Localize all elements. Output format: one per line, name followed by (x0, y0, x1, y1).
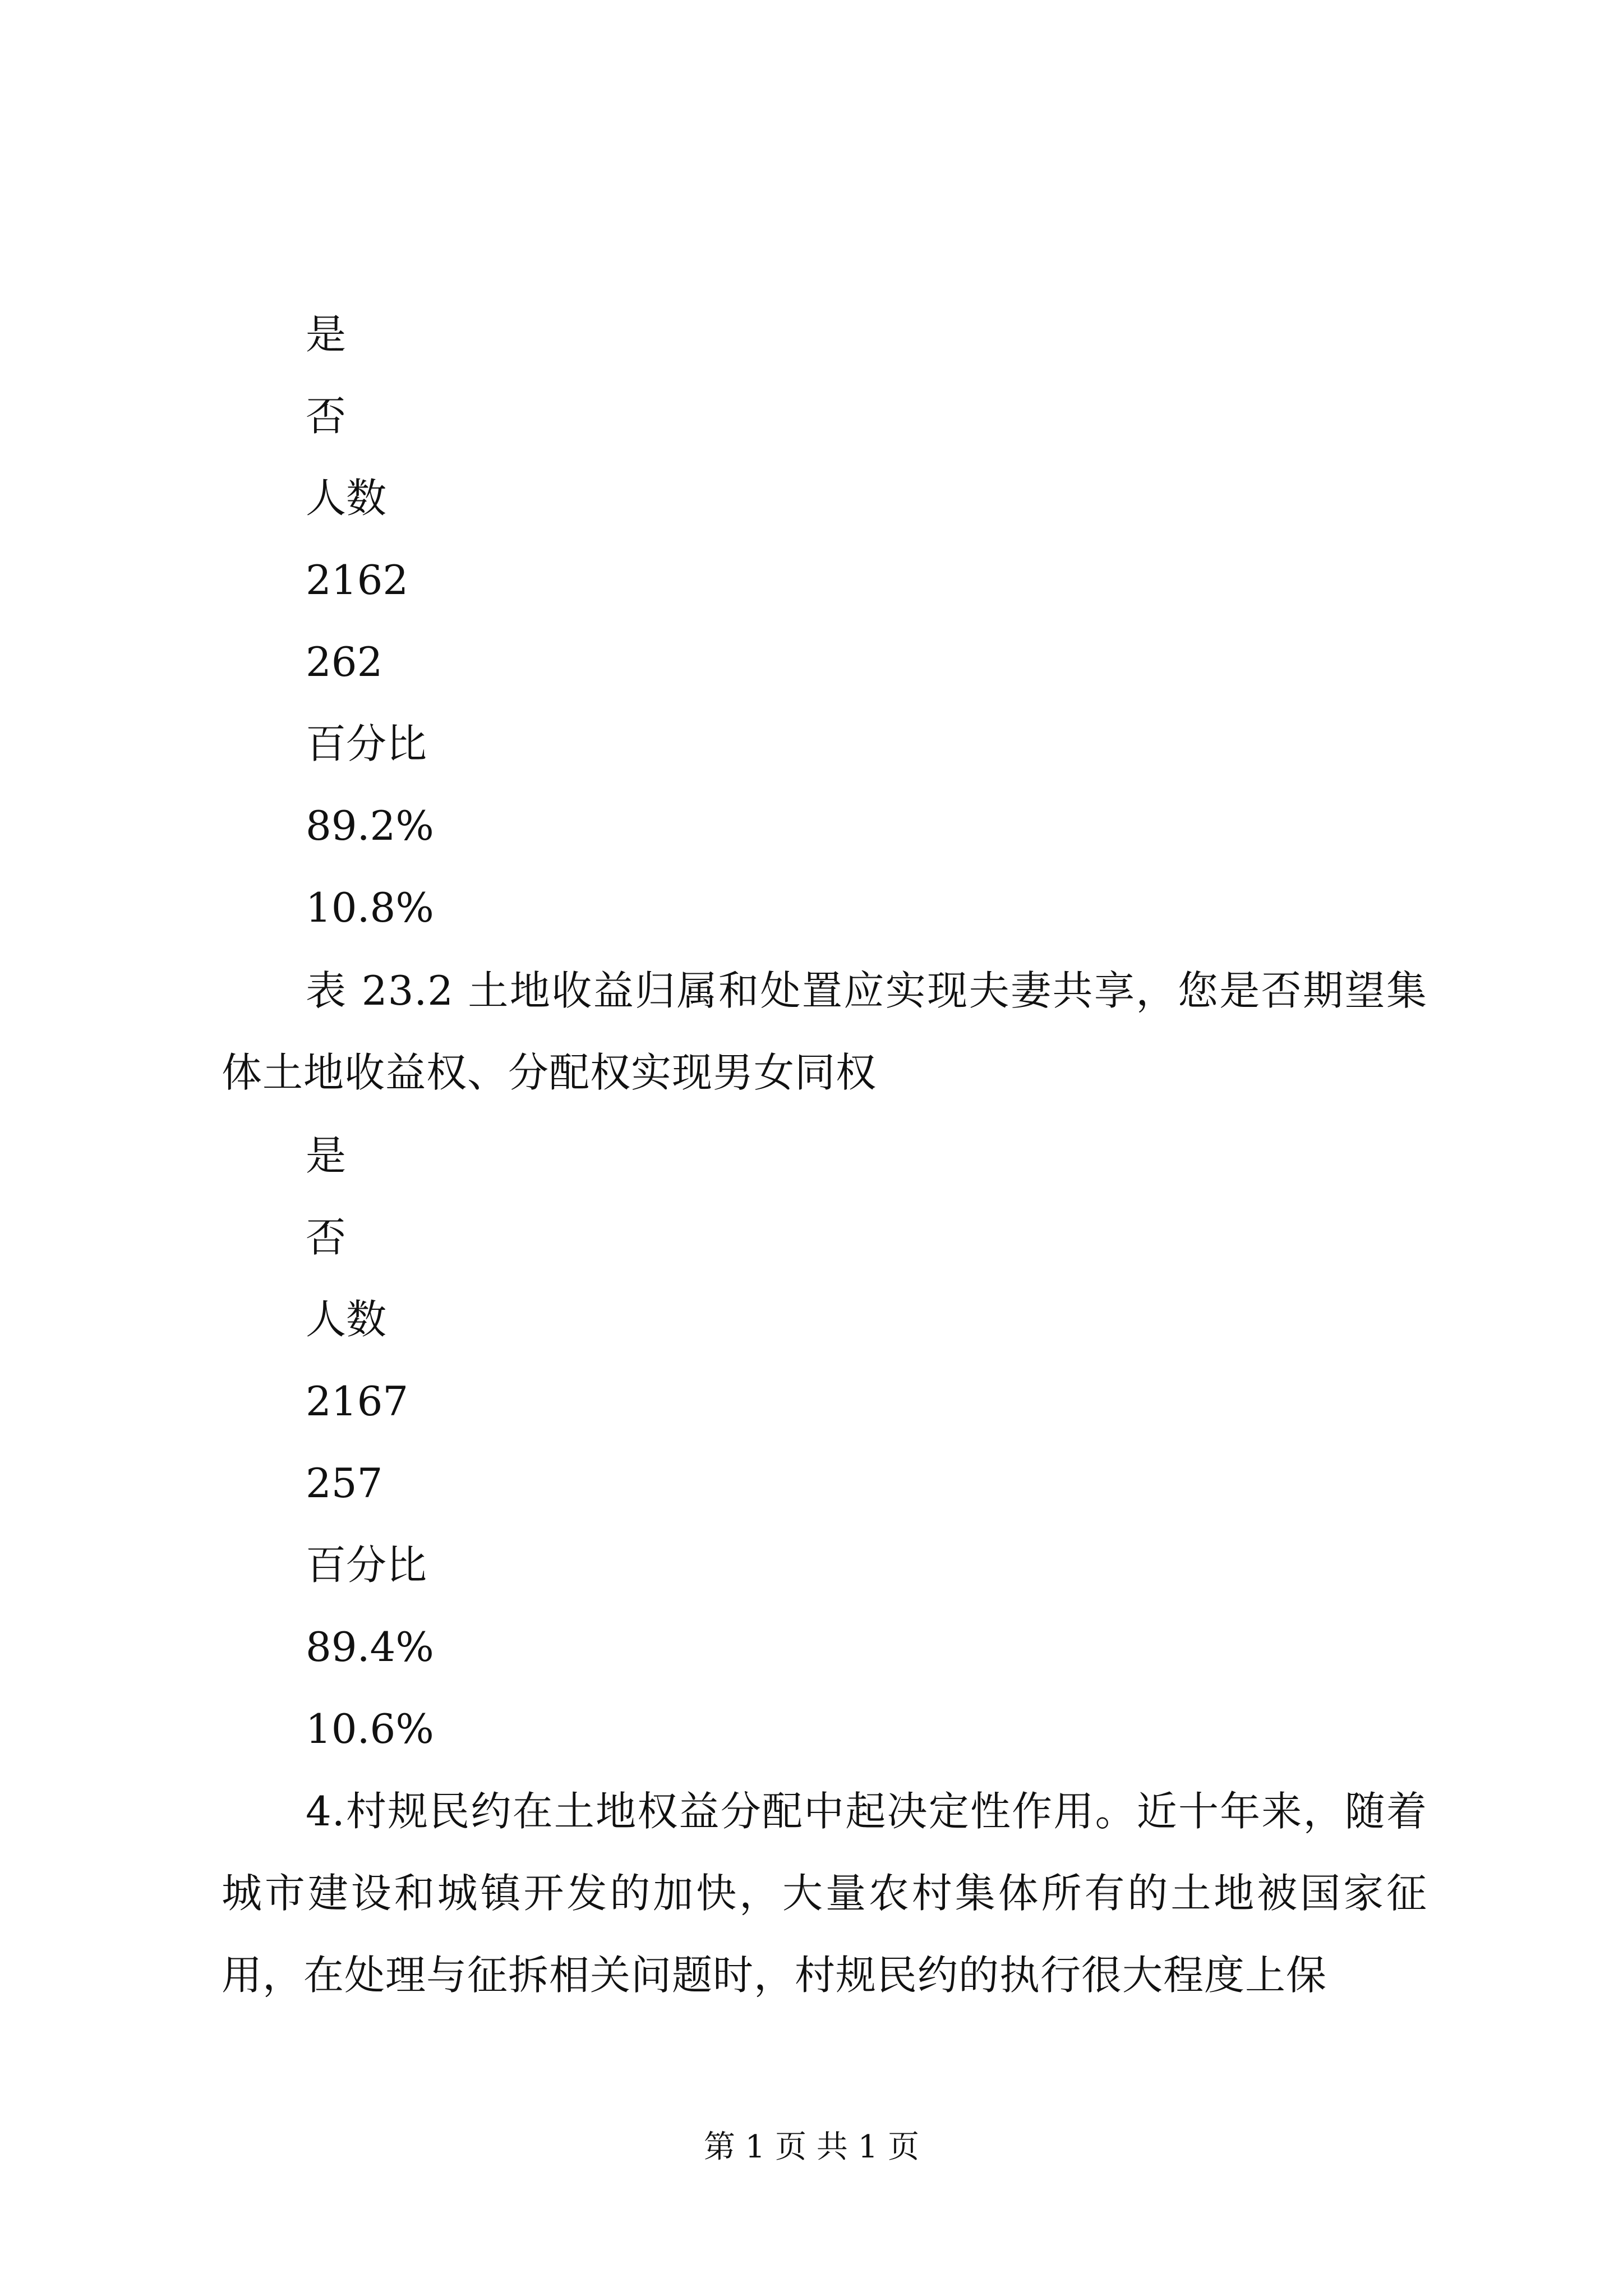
table1-count-no: 262 (306, 638, 383, 685)
table1-percent-yes: 89.2% (306, 802, 434, 849)
table2-percent-no: 10.6% (306, 1705, 434, 1752)
table2-percent-label: 百分比 (306, 1542, 427, 1589)
table2-percent-yes: 89.4% (306, 1623, 434, 1671)
table1-percent-label: 百分比 (306, 720, 427, 767)
table2-caption: 表 23.2 土地收益归属和处置应实现夫妻共享，您是否期望集体土地收益权、分配权实现男女同权 (222, 967, 1427, 1096)
table1-percent-no: 10.8% (306, 884, 434, 931)
page-footer: 第 1 页 共 1 页 (703, 2129, 920, 2165)
table2-count-yes: 2167 (306, 1378, 409, 1425)
table2-yes-header: 是 (306, 1132, 347, 1179)
table1-count-label: 人数 (306, 475, 387, 522)
table2-count-label: 人数 (306, 1296, 387, 1343)
table2-no-header: 否 (306, 1214, 347, 1261)
table2-count-no: 257 (306, 1460, 383, 1507)
table1-no-header: 否 (306, 393, 347, 440)
table1-yes-header: 是 (306, 311, 347, 358)
table1-count-yes: 2162 (306, 556, 409, 604)
body-paragraph: 4.村规民约在土地权益分配中起决定性作用。近十年来，随着城市建设和城镇开发的加快，大量农村集体所有的土地被国家征用，在处理与征拆相关问题时，村规民约的执行很大程度上保 (222, 1788, 1427, 1999)
